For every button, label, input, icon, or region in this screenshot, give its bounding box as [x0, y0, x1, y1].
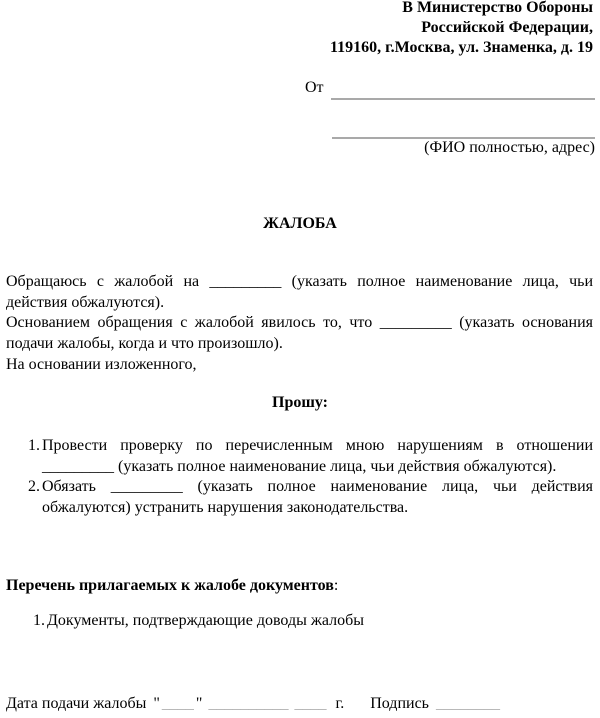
request-list	[6, 436, 593, 519]
request-heading: Прошу:	[272, 394, 328, 411]
document-title: ЖАЛОБА	[263, 215, 337, 232]
request-item-number: 1.	[28, 437, 40, 454]
date-quote-close: "	[195, 695, 203, 712]
recipient-line: Российской Федерации,	[421, 19, 593, 36]
attachments-heading	[6, 576, 338, 597]
attachment-item-text: Документы, подтверждающие доводы жалобы	[47, 612, 364, 629]
request-item-text: Обязать _________ (указать полное наименование лица, чьи действия обжалуются) устранить нарушения законодательства.	[42, 478, 593, 517]
signature-blank: ________	[435, 695, 500, 712]
from-label: От	[305, 79, 324, 96]
attachment-item-number: 1.	[33, 612, 45, 629]
body-paragraphs	[6, 272, 593, 376]
request-item	[6, 477, 593, 518]
recipient-address	[330, 0, 593, 58]
date-year-blank: ____	[294, 695, 327, 712]
year-suffix: г.	[335, 695, 345, 712]
paragraph-complaint-grounds: Основанием обращения с жалобой явилось то, что _________ (указать основания подачи жалобы, когда и что произошло).	[6, 314, 593, 353]
recipient-line: 119160, г.Москва, ул. Знаменка, д. 19	[330, 39, 593, 56]
request-item	[6, 436, 593, 477]
request-item-text: Провести проверку по перечисленным мною нарушениям в отношении _________ (указать полное наименование лица, чьи действия обжалуются).	[42, 437, 593, 475]
paragraph-based-on: На основании изложенного,	[6, 355, 197, 373]
attachments-heading-text: Перечень прилагаемых к жалобе документов	[6, 577, 334, 594]
request-item-number: 2.	[28, 478, 40, 496]
attachments-list	[6, 611, 593, 632]
attachments-heading-colon: :	[333, 577, 339, 594]
fio-caption: (ФИО полностью, адрес)	[424, 139, 595, 156]
recipient-line: В Министерство Обороны	[402, 0, 593, 16]
fio-blank-line	[332, 118, 595, 139]
date-quote-open: "	[153, 695, 160, 712]
date-month-blank: __________	[208, 695, 289, 712]
signature-label: Подпись	[370, 695, 429, 712]
paragraph-complaint-target: Обращаюсь с жалобой на _________ (указать полное наименование лица, чьи действия обжалуются).	[6, 273, 593, 311]
footer-line	[6, 694, 600, 715]
date-label: Дата подачи жалобы	[6, 695, 147, 712]
date-day-blank: ____	[161, 695, 194, 712]
attachment-item	[6, 611, 593, 632]
from-blank-line	[331, 78, 595, 100]
from-line	[305, 78, 595, 100]
